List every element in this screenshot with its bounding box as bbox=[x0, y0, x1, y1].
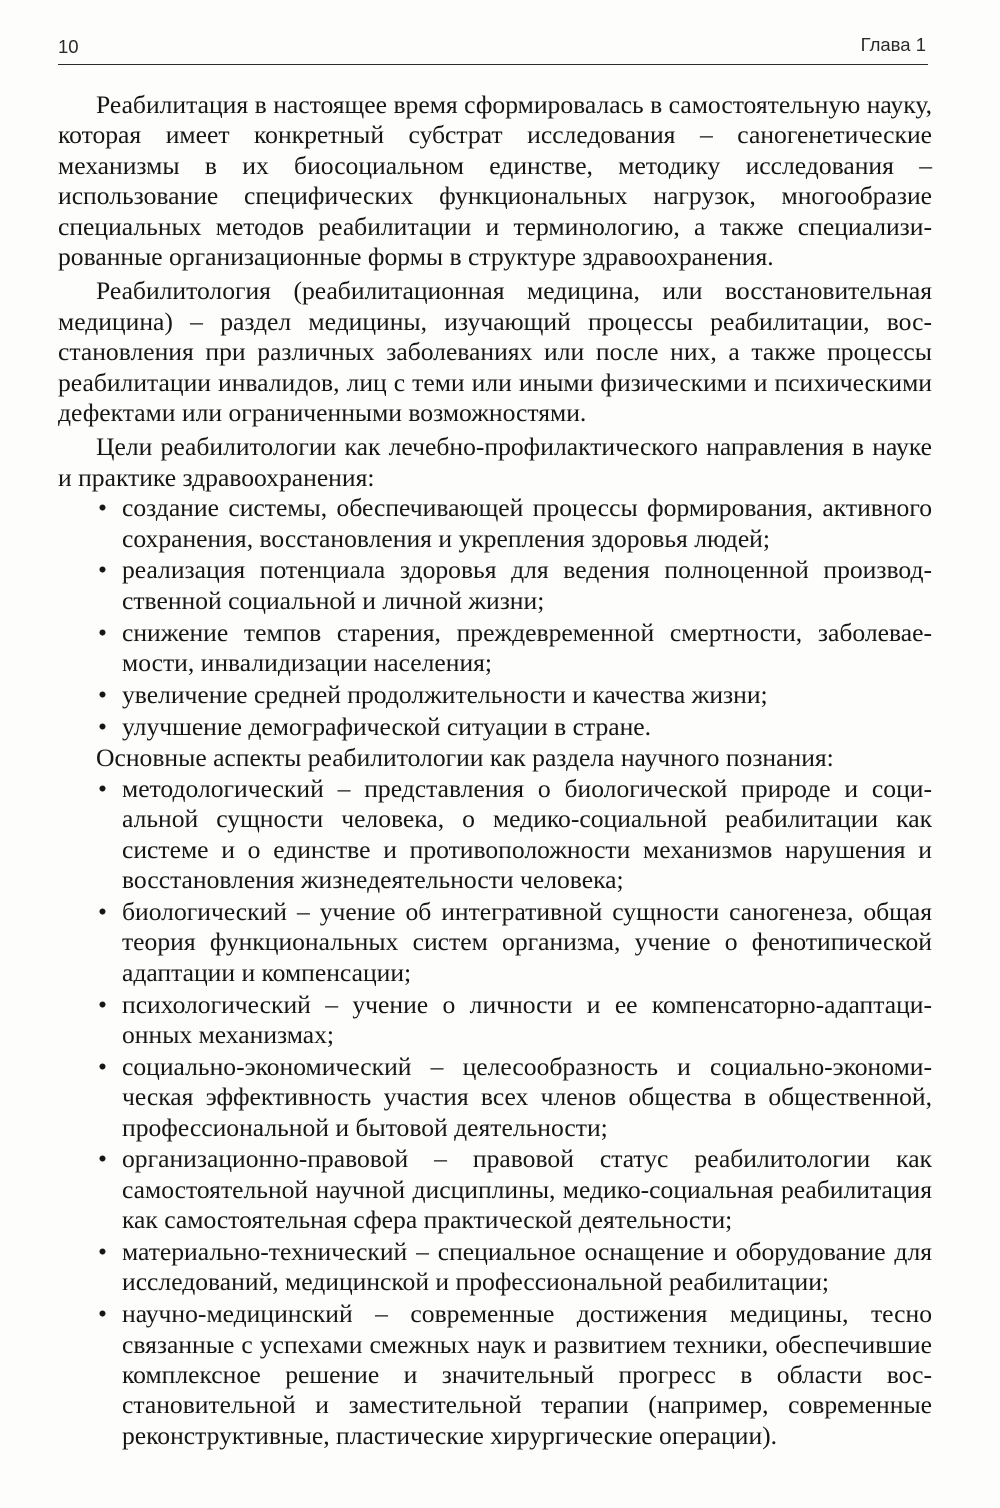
list-item-text: материально-технический – специальное оснащение и оборудование для исследований, медицинской и профессиональной реабилитации; bbox=[122, 1236, 932, 1297]
bullet-icon: • bbox=[98, 711, 107, 741]
bullet-icon: • bbox=[98, 1236, 107, 1266]
paragraph-aspects-intro: Основные аспекты реабилитологии как раздела научного познания: bbox=[96, 743, 834, 773]
list-item bbox=[58, 555, 932, 616]
paragraph-rehabilitation: Реабилитация в настоящее время сформировалась в самостоятельную науку, которая имеет конкретный субстрат исследования – саногенетические механизмы в их биосоциальном единстве, методику исследования – использование специфических функциональных нагрузок, многообразие специальных методов реабилитации и терминологию, а также специализированные организационные формы в структуре здравоохранения. bbox=[58, 90, 932, 272]
list-item-text: улучшение демографической ситуации в стране. bbox=[122, 711, 652, 741]
list-item-text: реализация потенциала здоровья для ведения полноценной производственной социальной и личной жизни; bbox=[122, 555, 932, 615]
bullet-icon: • bbox=[98, 1144, 107, 1174]
list-item-text: снижение темпов старения, преждевременной смертности, заболеваемости, инвалидизации населения; bbox=[122, 617, 932, 678]
bullet-icon: • bbox=[98, 896, 107, 926]
list-item-text: организационно-правовой – правовой статус реабилитологии как самостоятельной научной дисциплины, медико-социальная реабилитация как самостоятельная сфера практической деятельности; bbox=[122, 1144, 932, 1235]
page-number: 10 bbox=[58, 36, 79, 57]
list-item bbox=[58, 493, 932, 554]
list-item-text: биологический – учение об интегративной сущности саногенеза, общая теория функциональных систем организма, учение о фенотипической адаптации и компенсации; bbox=[122, 896, 932, 987]
bullet-icon: • bbox=[98, 493, 107, 523]
list-item-text: научно-медицинский – современные достижения медицины, тесно связанные с успехами смежных наук и развитием техники, обеспечившие комплексное решение и значительный прогресс в области восстановительной и заместительной терапии (например, современные реконструктивные, пластические хирургические операции). bbox=[122, 1299, 932, 1450]
list-item bbox=[58, 680, 932, 710]
bullet-icon: • bbox=[98, 679, 107, 709]
bullet-icon: • bbox=[98, 1299, 107, 1329]
list-item bbox=[58, 990, 932, 1051]
list-item bbox=[58, 712, 932, 742]
bullet-icon: • bbox=[98, 1051, 107, 1081]
list-item bbox=[58, 1237, 932, 1298]
aspects-list bbox=[58, 774, 932, 1451]
paragraph-goals-intro: Цели реабилитологии как лечебно-профилактического направления в науке и практике здравоохранения: bbox=[58, 432, 932, 492]
list-item bbox=[58, 774, 932, 896]
list-item-text: психологический – учение о личности и ее компенсаторно-адаптационных механизмах; bbox=[122, 989, 932, 1049]
running-header bbox=[58, 28, 928, 65]
list-item bbox=[58, 1144, 932, 1235]
bullet-icon: • bbox=[98, 617, 107, 647]
list-item-text: создание системы, обеспечивающей процессы формирования, активного сохранения, восстановления и укрепления здоровья людей; bbox=[122, 493, 932, 553]
page-body bbox=[58, 90, 932, 1453]
paragraph-rehabilitology: Реабилитология (реабилитационная медицина, или восстановительная медицина) – раздел медицины, изучающий процессы реабилитации, восстановления при различных заболеваниях или после них, а также процессы реабилитации инвалидов, лиц с теми или иными физическими и психическими дефектами или ограниченными возможностями. bbox=[58, 276, 932, 428]
list-item-text: методологический – представления о биологической природе и социальной сущности человека, о медико-социальной реабилитации как системе и о единстве и противоположности механизмов нарушения и восстановления жизнедеятельности человека; bbox=[122, 773, 932, 895]
bullet-icon: • bbox=[98, 773, 107, 803]
list-item bbox=[58, 897, 932, 988]
goals-list bbox=[58, 493, 932, 742]
list-item-text: увеличение средней продолжительности и качества жизни; bbox=[122, 679, 768, 709]
bullet-icon: • bbox=[98, 989, 107, 1019]
list-item bbox=[58, 618, 932, 679]
bullet-icon: • bbox=[98, 555, 107, 585]
chapter-title: Глава 1 bbox=[860, 34, 926, 55]
list-item bbox=[58, 1052, 932, 1143]
list-item-text: социально-экономический – целесообразность и социально-экономическая эффективность участия всех членов общества в общественной, профессиональной и бытовой деятельности; bbox=[122, 1051, 932, 1142]
list-item bbox=[58, 1299, 932, 1451]
